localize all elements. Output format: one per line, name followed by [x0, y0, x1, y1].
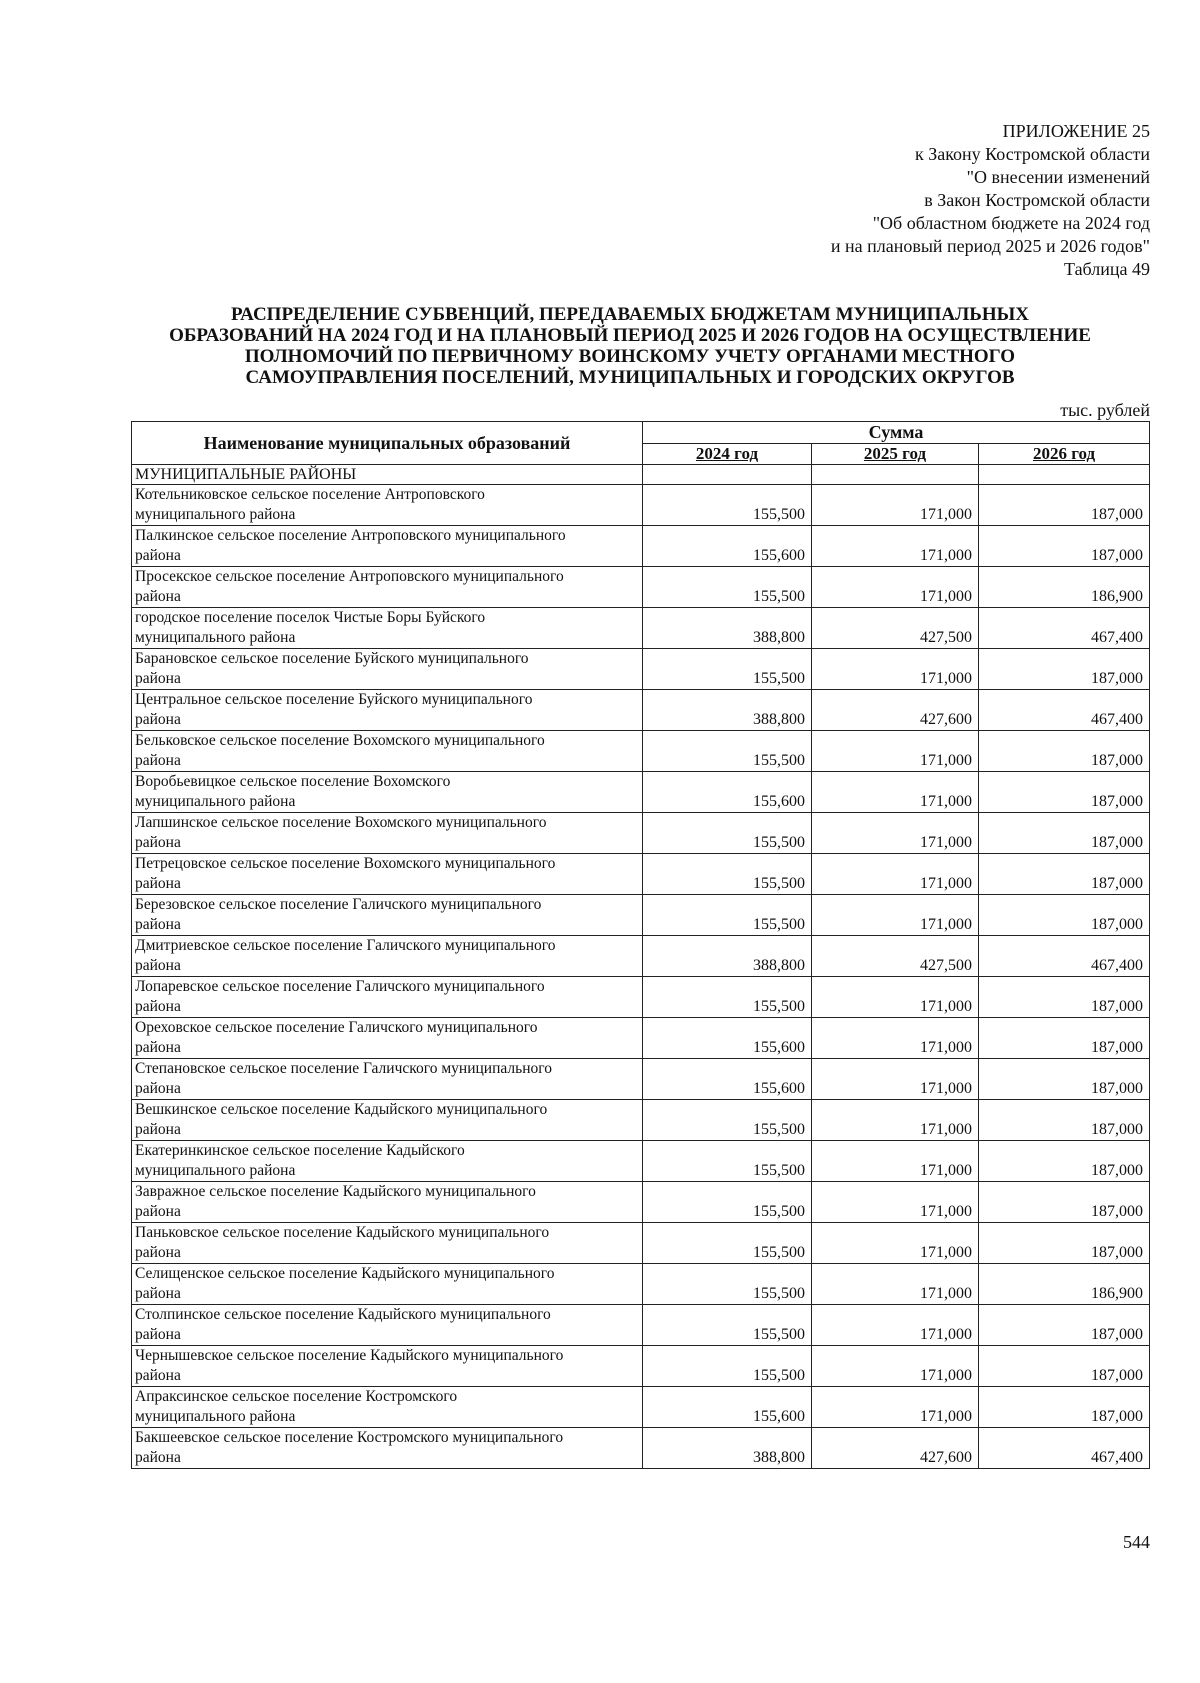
amount-2025: 171,000: [812, 485, 979, 526]
amount-2024: 155,600: [643, 772, 812, 813]
amount-2026: 467,400: [979, 936, 1150, 977]
municipality-name: [132, 1182, 643, 1223]
appendix-line: "О внесении изменений: [966, 167, 1150, 187]
municipality-name-line2: района: [135, 1285, 181, 1302]
amount-2024: 155,500: [643, 895, 812, 936]
amount-2026: 187,000: [979, 1100, 1150, 1141]
table-row: [132, 772, 1150, 813]
municipality-name-line1: Бакшеевское сельское поселение Костромского муниципального: [135, 1429, 564, 1446]
municipality-name-line1: Вешкинское сельское поселение Кадыйского муниципального: [135, 1101, 548, 1118]
amount-2025: 171,000: [812, 526, 979, 567]
title-line: ПОЛНОМОЧИЙ ПО ПЕРВИЧНОМУ ВОИНСКОМУ УЧЕТУ ОРГАНАМИ МЕСТНОГО: [244, 346, 1016, 367]
municipality-name-line1: Столпинское сельское поселение Кадыйского муниципального: [135, 1306, 551, 1323]
municipality-name: [132, 1346, 643, 1387]
amount-2026: 187,000: [979, 1223, 1150, 1264]
municipality-name-line2: муниципального района: [135, 1408, 296, 1425]
table-row: [132, 690, 1150, 731]
amount-2026: 187,000: [979, 1387, 1150, 1428]
appendix-line: ПРИЛОЖЕНИЕ 25: [1002, 121, 1150, 141]
municipality-name: [132, 731, 643, 772]
amount-2024: 155,500: [643, 567, 812, 608]
municipality-name: [132, 649, 643, 690]
municipality-name: [132, 485, 643, 526]
municipality-name-line1: Апраксинское сельское поселение Костромского: [135, 1388, 458, 1405]
amount-2024: 155,500: [643, 813, 812, 854]
municipality-name-line2: муниципального района: [135, 793, 296, 810]
municipality-name-line1: Бельковское сельское поселение Вохомского муниципального: [135, 732, 545, 749]
amount-2026: 187,000: [979, 772, 1150, 813]
units-label: тыс. рублей: [1060, 400, 1150, 420]
amount-2026: 187,000: [979, 895, 1150, 936]
section-label: МУНИЦИПАЛЬНЫЕ РАЙОНЫ: [132, 465, 643, 485]
amount-2025: 427,600: [812, 1428, 979, 1469]
municipality-name-line2: района: [135, 1367, 181, 1384]
amount-2026: 187,000: [979, 977, 1150, 1018]
municipality-name: [132, 1223, 643, 1264]
municipality-name-line1: Просекское сельское поселение Антроповского муниципального: [135, 568, 564, 585]
appendix-line: "Об областном бюджете на 2024 год: [872, 213, 1150, 233]
municipality-name: [132, 1059, 643, 1100]
amount-2025: 427,600: [812, 690, 979, 731]
municipality-name: [132, 895, 643, 936]
page-number: 544: [1123, 1532, 1150, 1552]
municipality-name-line1: Чернышевское сельское поселение Кадыйского муниципального: [135, 1347, 564, 1364]
amount-2025: 171,000: [812, 895, 979, 936]
municipality-name-line1: Завражное сельское поселение Кадыйского муниципального: [135, 1183, 536, 1200]
municipality-name-line2: муниципального района: [135, 1162, 296, 1179]
municipality-name-line2: района: [135, 1449, 181, 1466]
amount-2024: 155,500: [643, 854, 812, 895]
municipality-name-line2: района: [135, 752, 181, 769]
municipality-name-line2: района: [135, 957, 181, 974]
amount-2024: 155,500: [643, 1305, 812, 1346]
municipality-name: [132, 977, 643, 1018]
table-row: [132, 936, 1150, 977]
amount-2026: 467,400: [979, 608, 1150, 649]
title-line: РАСПРЕДЕЛЕНИЕ СУБВЕНЦИЙ, ПЕРЕДАВАЕМЫХ БЮДЖЕТАМ МУНИЦИПАЛЬНЫХ: [231, 304, 1029, 325]
amount-2024: 155,500: [643, 977, 812, 1018]
municipality-name-line1: Дмитриевское сельское поселение Галичского муниципального: [135, 937, 556, 954]
amount-2026: 186,900: [979, 567, 1150, 608]
municipality-name-line1: Барановское сельское поселение Буйского муниципального: [135, 650, 529, 667]
amount-2024: 388,800: [643, 690, 812, 731]
table-row: [132, 1059, 1150, 1100]
municipality-name-line2: района: [135, 998, 181, 1015]
amount-2024: 155,600: [643, 526, 812, 567]
header-year-2025: 2025 год: [812, 444, 979, 465]
amount-2024: 155,500: [643, 649, 812, 690]
municipality-name: [132, 567, 643, 608]
amount-2026: 187,000: [979, 649, 1150, 690]
amount-2025: 171,000: [812, 813, 979, 854]
amount-2025: 427,500: [812, 936, 979, 977]
amount-2025: 171,000: [812, 1387, 979, 1428]
table-row: [132, 649, 1150, 690]
amount-2025: 171,000: [812, 1305, 979, 1346]
amount-2025: 427,500: [812, 608, 979, 649]
amount-2025: 171,000: [812, 1346, 979, 1387]
municipality-name: [132, 772, 643, 813]
municipality-name-line2: муниципального района: [135, 506, 296, 523]
amount-2026: 187,000: [979, 731, 1150, 772]
municipality-name: [132, 1305, 643, 1346]
municipality-name: [132, 854, 643, 895]
table-row: [132, 895, 1150, 936]
amount-2025: 171,000: [812, 977, 979, 1018]
municipality-name-line1: городское поселение поселок Чистые Боры Буйского: [135, 609, 486, 626]
municipality-name: [132, 1387, 643, 1428]
municipality-name-line1: Котельниковское сельское поселение Антроповского: [135, 486, 485, 503]
table-number: Таблица 49: [1064, 259, 1150, 279]
municipality-name-line2: района: [135, 711, 181, 728]
amount-2024: 388,800: [643, 608, 812, 649]
amount-2024: 155,500: [643, 1100, 812, 1141]
amount-2024: 155,500: [643, 1346, 812, 1387]
municipality-name-line1: Палкинское сельское поселение Антроповского муниципального: [135, 527, 566, 544]
municipality-name-line2: района: [135, 1121, 181, 1138]
amount-2026: 187,000: [979, 854, 1150, 895]
table-row: [132, 854, 1150, 895]
municipality-name: [132, 526, 643, 567]
amount-2025: 171,000: [812, 1141, 979, 1182]
municipality-name-line2: муниципального района: [135, 629, 296, 646]
amount-2024: 155,500: [643, 1264, 812, 1305]
table-row: [132, 526, 1150, 567]
municipality-name-line1: Центральное сельское поселение Буйского муниципального: [135, 691, 533, 708]
amount-2024: 155,500: [643, 485, 812, 526]
header-year-2024: 2024 год: [643, 444, 812, 465]
amount-2024: 155,500: [643, 1141, 812, 1182]
amount-2026: 467,400: [979, 690, 1150, 731]
amount-2025: 171,000: [812, 1059, 979, 1100]
municipality-name-line2: района: [135, 1244, 181, 1261]
municipality-name-line1: Лопаревское сельское поселение Галичского муниципального: [135, 978, 545, 995]
municipality-name-line1: Петрецовское сельское поселение Вохомского муниципального: [135, 855, 556, 872]
municipality-name-line2: района: [135, 1326, 181, 1343]
table-row: [132, 1141, 1150, 1182]
municipality-name: [132, 1264, 643, 1305]
appendix-line: в Закон Костромской области: [924, 190, 1150, 210]
municipality-name: [132, 608, 643, 649]
table-row: [132, 485, 1150, 526]
title-line: САМОУПРАВЛЕНИЯ ПОСЕЛЕНИЙ, МУНИЦИПАЛЬНЫХ И ГОРОДСКИХ ОКРУГОВ: [245, 367, 1015, 388]
amount-2026: 187,000: [979, 813, 1150, 854]
amount-2025: 171,000: [812, 772, 979, 813]
municipality-name-line1: Екатеринкинское сельское поселение Кадыйского: [135, 1142, 465, 1159]
municipality-name-line1: Степановское сельское поселение Галичского муниципального: [135, 1060, 552, 1077]
amount-2025: 171,000: [812, 1223, 979, 1264]
municipality-name-line1: Березовское сельское поселение Галичского муниципального: [135, 896, 542, 913]
municipality-name: [132, 813, 643, 854]
table-row: [132, 1428, 1150, 1469]
table-row: [132, 567, 1150, 608]
appendix-line: к Закону Костромской области: [914, 144, 1150, 164]
amount-2026: 187,000: [979, 526, 1150, 567]
amount-2026: 187,000: [979, 1182, 1150, 1223]
table-row: [132, 1182, 1150, 1223]
header-name: Наименование муниципальных образований: [132, 422, 643, 465]
municipality-name-line2: района: [135, 670, 181, 687]
amount-2024: 155,600: [643, 1018, 812, 1059]
amount-2025: 171,000: [812, 649, 979, 690]
amount-2024: 155,500: [643, 1223, 812, 1264]
amount-2024: 155,600: [643, 1059, 812, 1100]
municipality-name: [132, 1100, 643, 1141]
amount-2026: 186,900: [979, 1264, 1150, 1305]
table-row: [132, 1100, 1150, 1141]
appendix-line: и на плановый период 2025 и 2026 годов": [830, 236, 1150, 256]
amount-2025: 171,000: [812, 1100, 979, 1141]
municipality-name: [132, 1141, 643, 1182]
header-sum: Сумма: [643, 422, 1150, 444]
table-row: [132, 813, 1150, 854]
table-row: [132, 1223, 1150, 1264]
municipality-name: [132, 690, 643, 731]
table-row: [132, 1264, 1150, 1305]
municipality-name: [132, 1428, 643, 1469]
municipality-name-line2: района: [135, 1080, 181, 1097]
document-title: [120, 304, 1140, 388]
title-line: ОБРАЗОВАНИЙ НА 2024 ГОД И НА ПЛАНОВЫЙ ПЕРИОД 2025 И 2026 ГОДОВ НА ОСУЩЕСТВЛЕНИЕ: [169, 325, 1091, 346]
municipality-name: [132, 1018, 643, 1059]
table-row: [132, 1305, 1150, 1346]
section-row: [132, 465, 1150, 485]
amount-2024: 388,800: [643, 1428, 812, 1469]
amount-2026: 187,000: [979, 1305, 1150, 1346]
amount-2026: 187,000: [979, 1346, 1150, 1387]
municipality-name-line2: района: [135, 916, 181, 933]
municipality-name-line2: района: [135, 588, 181, 605]
amount-2026: 187,000: [979, 1141, 1150, 1182]
municipality-name-line1: Паньковское сельское поселение Кадыйского муниципального: [135, 1224, 550, 1241]
table-row: [132, 1018, 1150, 1059]
municipality-name-line2: района: [135, 1039, 181, 1056]
amount-2024: 155,500: [643, 1182, 812, 1223]
municipality-name-line1: Лапшинское сельское поселение Вохомского муниципального: [135, 814, 547, 831]
municipality-name-line2: района: [135, 1203, 181, 1220]
amount-2026: 467,400: [979, 1428, 1150, 1469]
table-row: [132, 1387, 1150, 1428]
subsidy-table: [131, 421, 1150, 1469]
municipality-name-line2: района: [135, 834, 181, 851]
amount-2024: 388,800: [643, 936, 812, 977]
table-row: [132, 608, 1150, 649]
municipality-name-line1: Ореховское сельское поселение Галичского муниципального: [135, 1019, 538, 1036]
header-year-2026: 2026 год: [979, 444, 1150, 465]
amount-2026: 187,000: [979, 1059, 1150, 1100]
table-row: [132, 977, 1150, 1018]
amount-2024: 155,500: [643, 731, 812, 772]
appendix-header: [550, 120, 1150, 281]
municipality-name-line2: района: [135, 875, 181, 892]
municipality-name-line1: Селищенское сельское поселение Кадыйского муниципального: [135, 1265, 555, 1282]
table-row: [132, 1346, 1150, 1387]
amount-2025: 171,000: [812, 731, 979, 772]
amount-2025: 171,000: [812, 1182, 979, 1223]
municipality-name: [132, 936, 643, 977]
amount-2025: 171,000: [812, 854, 979, 895]
municipality-name-line1: Воробьевицкое сельское поселение Вохомского: [135, 773, 451, 790]
amount-2025: 171,000: [812, 1018, 979, 1059]
amount-2024: 155,600: [643, 1387, 812, 1428]
municipality-name-line2: района: [135, 547, 181, 564]
table-row: [132, 731, 1150, 772]
amount-2025: 171,000: [812, 567, 979, 608]
amount-2026: 187,000: [979, 485, 1150, 526]
amount-2026: 187,000: [979, 1018, 1150, 1059]
amount-2025: 171,000: [812, 1264, 979, 1305]
